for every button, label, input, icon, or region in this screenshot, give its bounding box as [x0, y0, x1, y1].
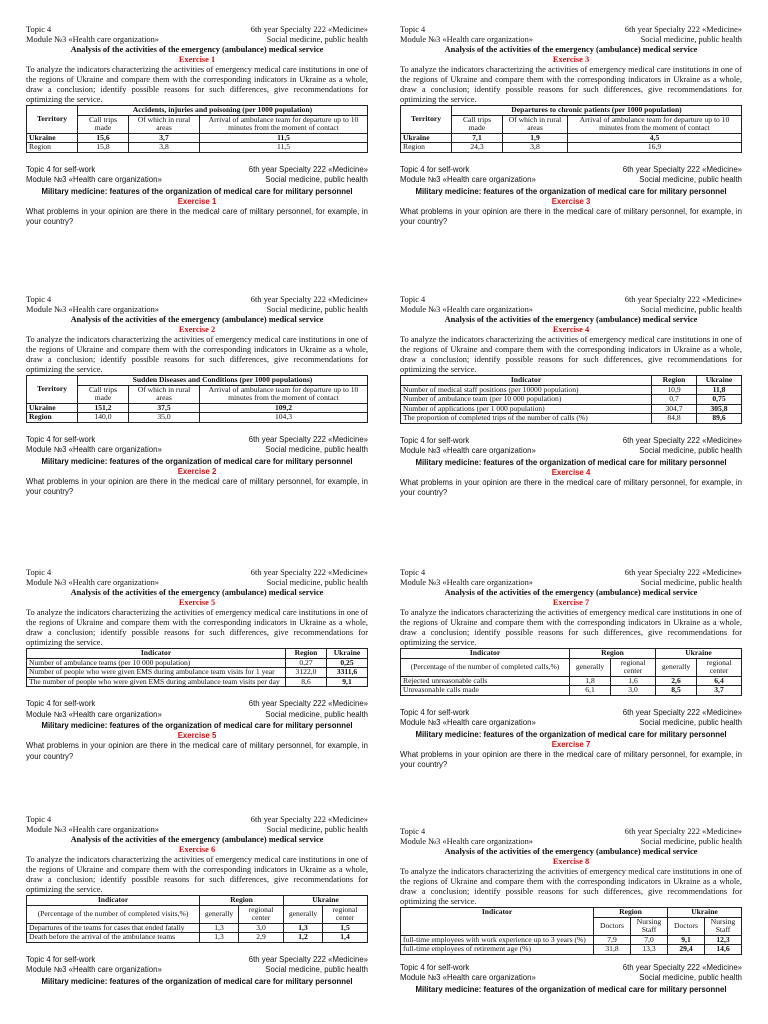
- doctors-header: Doctors: [594, 917, 631, 935]
- department-label: Social medicine, public health: [266, 305, 368, 314]
- selfwork-title: Military medicine: features of the organization of medical care for military personnel: [41, 976, 353, 986]
- selfwork-module: Module №3 «Health care organization»: [400, 718, 536, 728]
- exercise-label: Exercise 5: [178, 598, 216, 607]
- table-row: Number of applications (per 1 000 population) 304,7 305,8: [401, 404, 742, 414]
- module-label: Module №3 «Health care organization»: [26, 305, 159, 314]
- table-row: Number of people who were given EMS during ambulance team visits for 1 year 3122,0 3311,6: [27, 668, 368, 678]
- table-caption: Sudden Diseases and Conditions (per 1000 populations): [78, 376, 368, 386]
- rural-header: Of which in rural areas: [129, 115, 200, 133]
- exercise-label: Exercise 4: [552, 325, 590, 334]
- selfwork-module: Module №3 «Health care organization»: [400, 973, 536, 983]
- specialty-label: 6th year Specialty 222 «Medicine»: [624, 295, 742, 304]
- selfwork-question: What problems in your opinion are there in the medical care of military personnel, for example, in your country?: [26, 741, 368, 761]
- exercise-6-card: [26, 815, 368, 987]
- selfwork-question: What problems in your opinion are there in the medical care of military personnel, for example, in your country?: [400, 749, 742, 770]
- selfwork-topic: Topic 4 for self-work: [26, 164, 96, 174]
- nursing-header: Nursing Staff: [705, 917, 742, 935]
- exercise-4-table: [400, 375, 742, 424]
- selfwork-dept: Social medicine, public health: [265, 965, 368, 975]
- generally-header: generally: [656, 658, 697, 676]
- selfwork-title: Military medicine: features of the organization of medical care for military personnel: [41, 186, 353, 196]
- department-label: Social medicine, public health: [640, 578, 742, 587]
- specialty-label: 6th year Specialty 222 «Medicine»: [250, 568, 368, 577]
- regional-center-header: regional center: [697, 658, 742, 676]
- card-title: Analysis of the activities of the emergency (ambulance) medical service: [70, 588, 324, 597]
- indicator-header: Indicator: [27, 896, 200, 906]
- selfwork-dept: Social medicine, public health: [639, 446, 742, 456]
- ukraine-header: Ukraine: [284, 896, 368, 906]
- department-label: Social medicine, public health: [266, 35, 368, 44]
- module-label: Module №3 «Health care organization»: [400, 305, 533, 314]
- ukraine-header: Ukraine: [697, 376, 742, 386]
- table-row: Region 15,8 3,8 11,5: [27, 143, 368, 153]
- exercise-2-card: [26, 295, 368, 498]
- specialty-label: 6th year Specialty 222 «Medicine»: [624, 827, 742, 836]
- topic-label: Topic 4: [26, 25, 52, 34]
- department-label: Social medicine, public health: [640, 837, 742, 846]
- card-title: Analysis of the activities of the emergency (ambulance) medical service: [444, 45, 698, 54]
- selfwork-module: Module №3 «Health care organization»: [26, 709, 162, 719]
- region-header: Region: [570, 649, 656, 659]
- table-row: The proportion of completed trips of the number of calls (%) 84,8 89,6: [401, 414, 742, 424]
- specialty-label: 6th year Specialty 222 «Medicine»: [624, 25, 742, 34]
- selfwork-topic: Topic 4 for self-work: [400, 435, 470, 445]
- ukraine-header: Ukraine: [327, 649, 368, 659]
- exercise-5-card: [26, 568, 368, 762]
- region-header: Region: [652, 376, 697, 386]
- table-row: full-time employees with work experience up to 3 years (%) 7,9 7,0 9,1 12,3: [401, 935, 742, 945]
- selfwork-dept: Social medicine, public health: [639, 718, 742, 728]
- selfwork-question: What problems in your opinion are there in the medical care of military personnel, for example, in your country?: [400, 206, 742, 227]
- selfwork-module: Module №3 «Health care organization»: [26, 175, 162, 185]
- card-title: Analysis of the activities of the emergency (ambulance) medical service: [70, 835, 324, 844]
- module-label: Module №3 «Health care organization»: [400, 578, 533, 587]
- territory-header: Territory: [401, 106, 452, 134]
- topic-label: Topic 4: [400, 25, 426, 34]
- indicator-header: Indicator: [27, 649, 286, 659]
- exercise-label: Exercise 2: [178, 325, 216, 334]
- exercise-2-table: [26, 375, 368, 423]
- exercise-label: Exercise 8: [552, 857, 590, 866]
- exercise-1-table: [26, 105, 368, 153]
- specialty-label: 6th year Specialty 222 «Medicine»: [250, 25, 368, 34]
- selfwork-block: [26, 435, 368, 498]
- selfwork-block: [26, 699, 368, 762]
- topic-label: Topic 4: [26, 568, 52, 577]
- specialty-label: 6th year Specialty 222 «Medicine»: [250, 295, 368, 304]
- exercise-4-card: [400, 295, 742, 499]
- card-title: Analysis of the activities of the emergency (ambulance) medical service: [70, 315, 324, 324]
- exercise-7-table: [400, 648, 742, 696]
- selfwork-title: Military medicine: features of the organization of medical care for military personnel: [415, 984, 727, 994]
- selfwork-topic: Topic 4 for self-work: [26, 954, 96, 964]
- exercise-7-card: [400, 568, 742, 771]
- doctors-header: Doctors: [668, 917, 705, 935]
- selfwork-topic: Topic 4 for self-work: [400, 164, 470, 174]
- selfwork-block: [26, 955, 368, 987]
- table-row: Region 24,3 3,8 16,9: [401, 143, 742, 153]
- task-text: To analyze the indicators characterizing the activities of emergency medical care institutions in one of the regions of Ukraine and compare them with the corresponding indicators in Ukraine as a whole, draw a conclusion; identify possible reasons for such differences, give recommendations for optimizing the service.: [26, 335, 368, 374]
- exercise-8-card: [400, 827, 742, 995]
- selfwork-block: [400, 708, 742, 771]
- task-text: To analyze the indicators characterizing the activities of emergency medical care institutions in one of the regions of Ukraine and compare them with the corresponding indicators in Ukraine as a whole, draw a conclusion; identify possible reasons for such differences, give recommendations for optimizing the service.: [26, 608, 368, 647]
- table-caption: Accidents, injuries and poisoning (per 1000 population): [78, 106, 368, 116]
- table-row: Ukraine 7,1 1,9 4,5: [401, 133, 742, 143]
- table-row: Number of ambulance team (per 10 000 population) 0,7 0,75: [401, 395, 742, 405]
- selfwork-exercise-label: Exercise 4: [551, 467, 591, 477]
- call-trips-header: Call trips made: [78, 115, 129, 133]
- selfwork-module: Module №3 «Health care organization»: [400, 446, 536, 456]
- exercise-8-table: [400, 907, 742, 955]
- table-row: Unreasonable calls made 6,1 3,0 8,5 3,7: [401, 686, 742, 696]
- department-label: Social medicine, public health: [640, 35, 742, 44]
- topic-label: Topic 4: [400, 295, 426, 304]
- table-row: The number of people who were given EMS during ambulance team visits per day 8,6 9,1: [27, 677, 368, 687]
- card-title: Analysis of the activities of the emergency (ambulance) medical service: [70, 45, 324, 54]
- selfwork-dept: Social medicine, public health: [265, 445, 368, 455]
- selfwork-question: What problems in your opinion are there in the medical care of military personnel, for example, in your country?: [26, 476, 368, 497]
- selfwork-exercise-label: Exercise 2: [177, 466, 217, 476]
- indicator-header: Indicator: [401, 376, 652, 386]
- generally-header: generally: [570, 658, 611, 676]
- selfwork-block: [400, 963, 742, 995]
- call-trips-header: Call trips made: [452, 115, 503, 133]
- task-text: To analyze the indicators characterizing the activities of emergency medical care institutions in one of the regions of Ukraine and compare them with the corresponding indicators in Ukraine as a whole, draw a conclusion; identify possible reasons for such differences, give recommendations for optimizing the service.: [400, 867, 742, 906]
- nursing-header: Nursing Staff: [631, 917, 668, 935]
- topic-label: Topic 4: [26, 815, 52, 824]
- selfwork-topic: Topic 4 for self-work: [400, 962, 470, 972]
- selfwork-block: [400, 436, 742, 499]
- exercise-label: Exercise 7: [552, 598, 590, 607]
- module-label: Module №3 «Health care organization»: [400, 35, 533, 44]
- exercise-3-card: [400, 25, 742, 228]
- exercise-label: Exercise 3: [552, 55, 590, 64]
- table-row: Ukraine 15,6 3,7 11,5: [27, 133, 368, 143]
- indicator-subheader: (Percentage of the number of completed visits,%): [27, 905, 200, 923]
- selfwork-specialty: 6th year Specialty 222 «Medicine»: [248, 699, 368, 709]
- module-label: Module №3 «Health care organization»: [26, 35, 159, 44]
- exercise-6-table: [26, 895, 368, 943]
- selfwork-question: What problems in your opinion are there in the medical care of military personnel, for example, in your country?: [26, 206, 368, 227]
- selfwork-exercise-label: Exercise 1: [177, 196, 217, 206]
- ukraine-header: Ukraine: [656, 649, 742, 659]
- exercise-label: Exercise 6: [178, 845, 216, 854]
- department-label: Social medicine, public health: [266, 825, 368, 834]
- selfwork-module: Module №3 «Health care organization»: [26, 445, 162, 455]
- topic-label: Topic 4: [400, 568, 426, 577]
- selfwork-title: Military medicine: features of the organization of medical care for military personnel: [415, 729, 727, 739]
- selfwork-question: What problems in your opinion are there in the medical care of military personnel, for example, in your country?: [400, 477, 742, 498]
- selfwork-topic: Topic 4 for self-work: [26, 434, 96, 444]
- topic-label: Topic 4: [26, 295, 52, 304]
- region-header: Region: [594, 908, 668, 918]
- generally-header: generally: [284, 905, 323, 923]
- selfwork-specialty: 6th year Specialty 222 «Medicine»: [248, 164, 368, 174]
- selfwork-dept: Social medicine, public health: [265, 709, 368, 719]
- selfwork-specialty: 6th year Specialty 222 «Medicine»: [248, 434, 368, 444]
- table-row: Number of medical staff positions (per 10000 population) 10,9 11,8: [401, 385, 742, 395]
- region-header: Region: [200, 896, 284, 906]
- arrival-header: Arrival of ambulance team for departure up to 10 minutes from the moment of contact: [200, 115, 368, 133]
- topic-label: Topic 4: [400, 827, 426, 836]
- regional-center-header: regional center: [239, 905, 284, 923]
- exercise-label: Exercise 1: [178, 55, 216, 64]
- exercise-3-table: [400, 105, 742, 153]
- table-row: Death before the arrival of the ambulance teams 1,3 2,9 1,2 1,4: [27, 933, 368, 943]
- selfwork-dept: Social medicine, public health: [639, 973, 742, 983]
- territory-header: Territory: [27, 106, 78, 134]
- table-row: Rejected unreasonable calls 1,8 1,6 2,6 6,4: [401, 676, 742, 686]
- selfwork-topic: Topic 4 for self-work: [400, 707, 470, 717]
- table-row: Region 140,0 35,0 104,3: [27, 413, 368, 423]
- card-title: Analysis of the activities of the emergency (ambulance) medical service: [444, 847, 698, 856]
- table-caption: Departures to chronic patients (per 1000 population): [452, 106, 742, 116]
- indicator-subheader: (Percentage of the number of completed calls,%): [401, 658, 570, 676]
- selfwork-specialty: 6th year Specialty 222 «Medicine»: [248, 954, 368, 964]
- rural-header: Of which in rural areas: [129, 385, 200, 403]
- card-title: Analysis of the activities of the emergency (ambulance) medical service: [444, 315, 698, 324]
- selfwork-specialty: 6th year Specialty 222 «Medicine»: [622, 164, 742, 174]
- table-row: Number of ambulance teams (per 10 000 population) 0,27 0,25: [27, 658, 368, 668]
- selfwork-module: Module №3 «Health care organization»: [26, 965, 162, 975]
- module-label: Module №3 «Health care organization»: [26, 825, 159, 834]
- regional-center-header: regional center: [323, 905, 368, 923]
- module-label: Module №3 «Health care organization»: [26, 578, 159, 587]
- regional-center-header: regional center: [611, 658, 656, 676]
- call-trips-header: Call trips made: [78, 385, 129, 403]
- selfwork-specialty: 6th year Specialty 222 «Medicine»: [622, 962, 742, 972]
- selfwork-title: Military medicine: features of the organization of medical care for military personnel: [41, 456, 353, 466]
- generally-header: generally: [200, 905, 239, 923]
- selfwork-dept: Social medicine, public health: [639, 175, 742, 185]
- specialty-label: 6th year Specialty 222 «Medicine»: [250, 815, 368, 824]
- selfwork-title: Military medicine: features of the organization of medical care for military personnel: [415, 186, 727, 196]
- task-text: To analyze the indicators characterizing the activities of emergency medical care institutions in one of the regions of Ukraine and compare them with the corresponding indicators in Ukraine as a whole, draw a conclusion; identify possible reasons for such differences, give recommendations for optimizing the service.: [400, 608, 742, 647]
- exercise-5-table: [26, 648, 368, 687]
- selfwork-specialty: 6th year Specialty 222 «Medicine»: [622, 707, 742, 717]
- selfwork-dept: Social medicine, public health: [265, 175, 368, 185]
- arrival-header: Arrival of ambulance team for departure up to 10 minutes from the moment of contact: [568, 115, 742, 133]
- indicator-header: Indicator: [401, 908, 594, 936]
- selfwork-specialty: 6th year Specialty 222 «Medicine»: [622, 435, 742, 445]
- module-label: Module №3 «Health care organization»: [400, 837, 533, 846]
- selfwork-exercise-label: Exercise 5: [177, 731, 217, 741]
- selfwork-topic: Topic 4 for self-work: [26, 699, 96, 709]
- selfwork-block: [26, 165, 368, 228]
- rural-header: Of which in rural areas: [503, 115, 568, 133]
- selfwork-block: [400, 165, 742, 228]
- task-text: To analyze the indicators characterizing the activities of emergency medical care institutions in one of the regions of Ukraine and compare them with the corresponding indicators in Ukraine as a whole, draw a conclusion; identify possible reasons for such differences, give recommendations for optimizing the service.: [400, 65, 742, 104]
- department-label: Social medicine, public health: [640, 305, 742, 314]
- selfwork-module: Module №3 «Health care organization»: [400, 175, 536, 185]
- region-header: Region: [286, 649, 327, 659]
- arrival-header: Arrival of ambulance team for departure up to 10 minutes from the moment of contact: [200, 385, 368, 403]
- selfwork-exercise-label: Exercise 7: [551, 739, 591, 749]
- selfwork-title: Military medicine: features of the organization of medical care for military personnel: [415, 457, 727, 467]
- exercise-1-card: [26, 25, 368, 228]
- selfwork-title: Military medicine: features of the organization of medical care for military personnel: [41, 721, 353, 731]
- table-row: full-time employees of retirement age (%) 31,8 13,3 29,4 14,6: [401, 945, 742, 955]
- indicator-header: Indicator: [401, 649, 570, 659]
- task-text: To analyze the indicators characterizing the activities of emergency medical care institutions in one of the regions of Ukraine and compare them with the corresponding indicators in Ukraine as a whole, draw a conclusion; identify possible reasons for such differences, give recommendations for optimizing the service.: [26, 855, 368, 894]
- ukraine-header: Ukraine: [668, 908, 742, 918]
- territory-header: Territory: [27, 376, 78, 404]
- table-row: Departures of the teams for cases that ended fatally 1,3 3,0 1,3 1,5: [27, 923, 368, 933]
- specialty-label: 6th year Specialty 222 «Medicine»: [624, 568, 742, 577]
- selfwork-exercise-label: Exercise 3: [551, 196, 591, 206]
- department-label: Social medicine, public health: [266, 578, 368, 587]
- task-text: To analyze the indicators characterizing the activities of emergency medical care institutions in one of the regions of Ukraine and compare them with the corresponding indicators in Ukraine as a whole, draw a conclusion; identify possible reasons for such differences, give recommendations for optimizing the service.: [400, 335, 742, 374]
- card-title: Analysis of the activities of the emergency (ambulance) medical service: [444, 588, 698, 597]
- task-text: To analyze the indicators characterizing the activities of emergency medical care institutions in one of the regions of Ukraine and compare them with the corresponding indicators in Ukraine as a whole, draw a conclusion; identify possible reasons for such differences, give recommendations for optimizing the service.: [26, 65, 368, 104]
- table-row: Ukraine 151,2 37,5 109,2: [27, 403, 368, 413]
